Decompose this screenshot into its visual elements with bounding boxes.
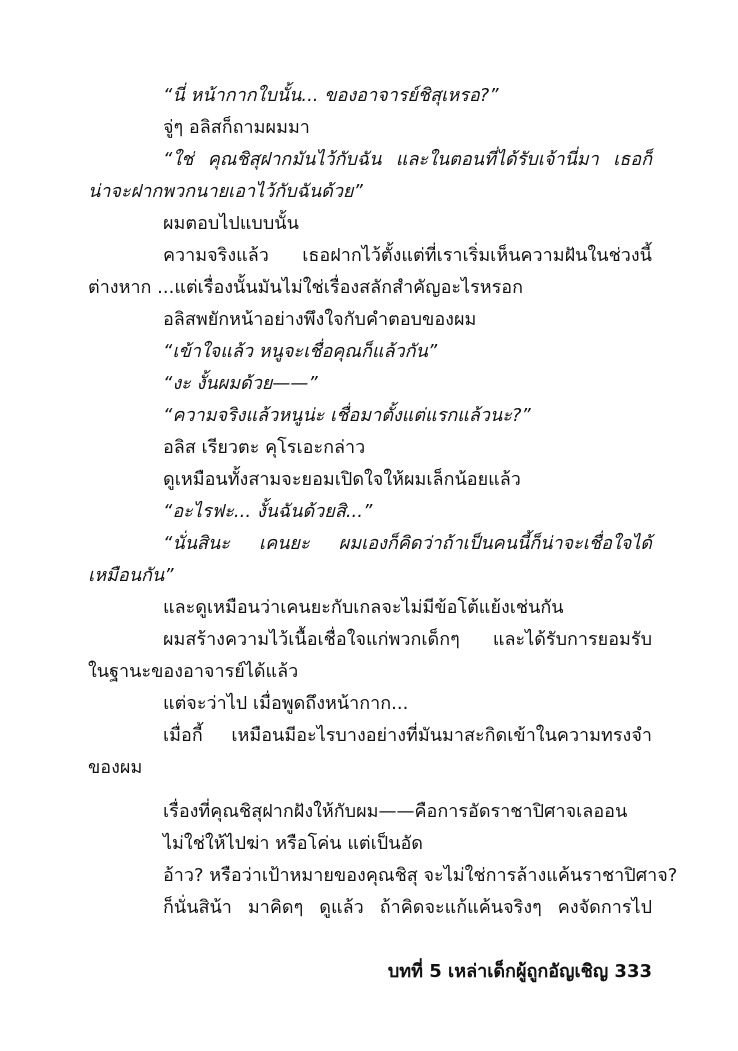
text-line: อ้าว? หรือว่าเป้าหมายของคุณชิสุ จะไม่ใช่การล้างแค้นราชาปิศาจ? [163,865,678,886]
text-line: แต่จะว่าไป เมื่อพูดถึงหน้ากาก... [163,693,409,714]
text-line: อลิส เรียวตะ คุโรเอะกล่าว [163,437,366,458]
text-line: ความจริงแล้ว เธอฝากไว้ตั้งแต่ที่เราเริ่มเห็นความฝันในช่วงนี้ [163,245,652,266]
text-line: “นั่นสินะ เคนยะ ผมเองก็คิดว่าถ้าเป็นคนนี้ก็น่าจะเชื่อใจได้ [163,533,652,554]
text-line: เมื่อกี้ เหมือนมีอะไรบางอย่างที่มันมาสะกิดเข้าในความทรงจำ [163,725,652,746]
text-line: ในฐานะของอาจารย์ได้แล้ว [88,661,299,682]
text-line: เรื่องที่คุณชิสุฝากฝังให้กับผม——คือการอัดราชาปิศาจเลออน [163,801,628,822]
text-line: “ความจริงแล้วหนูน่ะ เชื่อมาตั้งแต่แรกแล้วนะ?” [163,405,531,426]
text-line: ดูเหมือนทั้งสามจะยอมเปิดใจให้ผมเล็กน้อยแล้ว [163,469,521,490]
text-line: “เข้าใจแล้ว หนูจะเชื่อคุณก็แล้วกัน” [163,341,438,362]
text-line: น่าจะฝากพวกนายเอาไว้กับฉันด้วย” [88,181,363,202]
text-line: เหมือนกัน” [88,565,174,586]
text-line: ของผม [88,757,143,778]
page-footer: บทที่ 5 เหล่าเด็กผู้ถูกอัญเชิญ 333 [387,961,652,982]
text-line: และดูเหมือนว่าเคนยะกับเกลจะไม่มีข้อโต้แย้งเช่นกัน [163,597,564,618]
text-line: ผมตอบไปแบบนั้น [163,213,299,234]
text-line: ไม่ใช่ให้ไปฆ่า หรือโค่น แต่เป็นอัด [163,833,423,854]
text-line: “ใช่ คุณชิสุฝากมันไว้กับฉัน และในตอนที่ได้รับเจ้านี่มา เธอก็ [163,149,652,170]
text-line: อลิสพยักหน้าอย่างพึงใจกับคำตอบของผม [163,309,477,330]
text-line: ก็นั่นสิน้า มาคิดๆ ดูแล้ว ถ้าคิดจะแก้แค้นจริงๆ คงจัดการไป [163,897,652,918]
page-body [88,80,678,924]
text-line: ต่างหาก ...แต่เรื่องนั้นมันไม่ใช่เรื่องสลักสำคัญอะไรหรอก [88,277,524,298]
text-line: “นี่ หน้ากากใบนั้น... ของอาจารย์ชิสุเหรอ?” [163,85,499,106]
text-line: “อะไรฟะ... งั้นฉันด้วยสิ...” [163,501,373,522]
text-line: “งะ งั้นผมด้วย——” [163,373,318,394]
text-line: ผมสร้างความไว้เนื้อเชื่อใจแก่พวกเด็กๆ และได้รับการยอมรับ [163,629,652,650]
text-line: จู่ๆ อลิสก็ถามผมมา [163,117,310,138]
